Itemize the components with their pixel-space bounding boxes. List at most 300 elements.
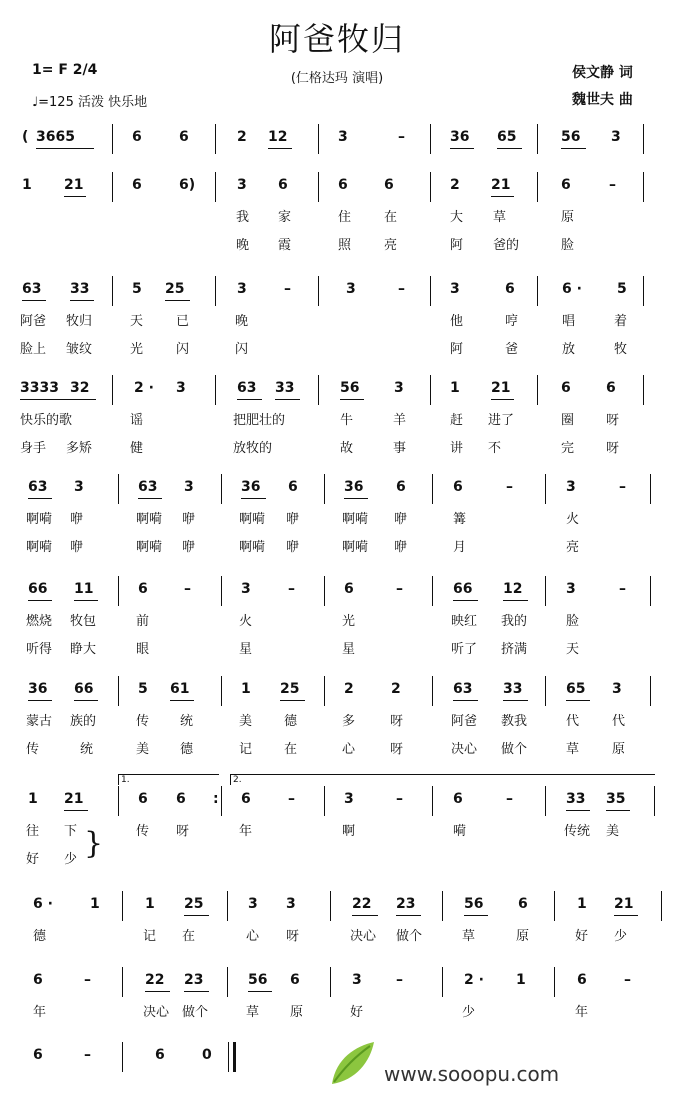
lyric-4-1-1: 咿 bbox=[70, 540, 84, 555]
note-1-8: 2 bbox=[450, 177, 460, 193]
note-2-8: 3 bbox=[450, 281, 460, 297]
lyric-6-1-3: 德 bbox=[180, 742, 194, 757]
note-3-9: 21 bbox=[491, 380, 511, 396]
lyric-6-1-5: 在 bbox=[284, 742, 298, 757]
barline-4-4 bbox=[545, 474, 546, 504]
beam-8-0 bbox=[184, 915, 209, 916]
note-2-3: 25 bbox=[165, 281, 185, 297]
lyric-6-0-2: 传 bbox=[136, 714, 150, 729]
note-7-4: : bbox=[213, 791, 219, 807]
lyric-7-0-1: 下 bbox=[64, 824, 78, 839]
beam-5-2 bbox=[453, 600, 478, 601]
lyric-3-1-0: 身手 bbox=[20, 441, 47, 456]
barline-7-3 bbox=[432, 786, 433, 816]
beam-8-2 bbox=[396, 915, 421, 916]
note-0-8: 36 bbox=[450, 129, 470, 145]
note-9-3: 23 bbox=[184, 972, 204, 988]
note-2-2: 5 bbox=[132, 281, 142, 297]
note-6-4: 1 bbox=[241, 681, 251, 697]
leaf-logo-icon bbox=[326, 1038, 378, 1090]
note-7-2: 6 bbox=[138, 791, 148, 807]
lyric-6-0-5: 德 bbox=[284, 714, 298, 729]
barline-2-1 bbox=[215, 276, 216, 306]
note-5-4: 3 bbox=[241, 581, 251, 597]
lyric-1-1-4: 阿 bbox=[450, 238, 464, 253]
note-3-3: 3 bbox=[176, 380, 186, 396]
lyric-3-0-6: 进了 bbox=[488, 413, 515, 428]
note-7-10: – bbox=[506, 791, 513, 807]
barline-5-5 bbox=[650, 576, 651, 606]
beam-2-2 bbox=[165, 300, 190, 301]
lyric-8-0-8: 原 bbox=[516, 929, 530, 944]
lyric-4-0-9: 火 bbox=[566, 512, 580, 527]
barline-7-0 bbox=[118, 786, 119, 816]
beam-8-3 bbox=[464, 915, 488, 916]
lyric-1-1-0: 晚 bbox=[236, 238, 250, 253]
lyric-2-0-6: 哼 bbox=[505, 314, 519, 329]
note-1-9: 21 bbox=[491, 177, 511, 193]
note-4-10: 3 bbox=[566, 479, 576, 495]
lyric-3-0-7: 圈 bbox=[561, 413, 575, 428]
barline-1-4 bbox=[537, 172, 538, 202]
barline-0-5 bbox=[643, 124, 644, 154]
note-3-6: 56 bbox=[340, 380, 360, 396]
lyric-2-1-5: 阿 bbox=[450, 342, 464, 357]
note-9-7: – bbox=[396, 972, 403, 988]
note-0-7: – bbox=[398, 129, 405, 145]
note-1-6: 6 bbox=[338, 177, 348, 193]
barline-3-3 bbox=[430, 375, 431, 405]
key-signature: 1= F 2/4 bbox=[32, 62, 98, 78]
beam-3-0 bbox=[20, 399, 96, 400]
lyric-4-0-6: 啊嗬 bbox=[342, 512, 369, 527]
beam-2-1 bbox=[70, 300, 94, 301]
beam-9-1 bbox=[184, 991, 209, 992]
tempo-marking: ♩=125 活泼 快乐地 bbox=[32, 95, 148, 110]
barline-8-2 bbox=[330, 891, 331, 921]
lyric-2-1-7: 放 bbox=[562, 342, 576, 357]
beam-7-2 bbox=[606, 810, 630, 811]
note-6-8: 63 bbox=[453, 681, 473, 697]
barline-4-1 bbox=[221, 474, 222, 504]
note-2-11: 5 bbox=[617, 281, 627, 297]
note-4-3: 3 bbox=[184, 479, 194, 495]
barline-1-3 bbox=[430, 172, 431, 202]
lyric-6-1-10: 草 bbox=[566, 742, 580, 757]
note-6-2: 5 bbox=[138, 681, 148, 697]
barline-5-2 bbox=[324, 576, 325, 606]
composer-credit: 魏世夫 曲 bbox=[572, 92, 633, 108]
verse-brace: } bbox=[84, 826, 104, 861]
note-10-0: 6 bbox=[33, 1047, 43, 1063]
song-title: 阿爸牧归 bbox=[268, 20, 405, 58]
lyric-2-1-3: 闪 bbox=[176, 342, 190, 357]
lyric-6-1-7: 呀 bbox=[390, 742, 404, 757]
note-4-11: – bbox=[619, 479, 626, 495]
volta-bracket-1 bbox=[118, 774, 219, 785]
website-url: www.sooopu.com bbox=[384, 1062, 560, 1086]
barline-4-2 bbox=[324, 474, 325, 504]
lyric-5-1-5: 听了 bbox=[451, 642, 478, 657]
lyric-4-0-7: 咿 bbox=[394, 512, 408, 527]
note-0-4: 2 bbox=[237, 129, 247, 145]
lyric-9-0-7: 年 bbox=[575, 1005, 589, 1020]
barline-3-2 bbox=[318, 375, 319, 405]
note-1-4: 3 bbox=[237, 177, 247, 193]
beam-5-1 bbox=[74, 600, 98, 601]
beam-6-2 bbox=[170, 700, 194, 701]
note-9-6: 3 bbox=[352, 972, 362, 988]
lyric-8-0-2: 在 bbox=[182, 929, 196, 944]
note-2-4: 3 bbox=[237, 281, 247, 297]
lyric-9-0-1: 决心 bbox=[143, 1005, 170, 1020]
lyric-3-1-4: 故 bbox=[340, 441, 354, 456]
note-8-9: 6 bbox=[518, 896, 528, 912]
note-4-1: 3 bbox=[74, 479, 84, 495]
note-1-7: 6 bbox=[384, 177, 394, 193]
note-7-8: – bbox=[396, 791, 403, 807]
lyric-9-0-4: 原 bbox=[290, 1005, 304, 1020]
note-8-1: 1 bbox=[90, 896, 100, 912]
lyric-8-0-7: 草 bbox=[462, 929, 476, 944]
barline-0-3 bbox=[430, 124, 431, 154]
note-6-9: 33 bbox=[503, 681, 523, 697]
note-5-10: 3 bbox=[566, 581, 576, 597]
note-5-3: – bbox=[184, 581, 191, 597]
barline-7-1 bbox=[221, 786, 222, 816]
note-1-1: 21 bbox=[64, 177, 84, 193]
barline-8-0 bbox=[122, 891, 123, 921]
lyric-4-0-8: 篝 bbox=[453, 512, 467, 527]
note-4-0: 63 bbox=[28, 479, 48, 495]
beam-6-3 bbox=[280, 700, 305, 701]
barline-5-4 bbox=[545, 576, 546, 606]
note-4-9: – bbox=[506, 479, 513, 495]
note-7-0: 1 bbox=[28, 791, 38, 807]
lyric-5-0-6: 我的 bbox=[501, 614, 528, 629]
note-9-10: 6 bbox=[577, 972, 587, 988]
performer-credit: (仁格达玛 演唱) bbox=[290, 71, 384, 86]
lyric-6-1-11: 原 bbox=[612, 742, 626, 757]
note-7-12: 35 bbox=[606, 791, 626, 807]
note-5-11: – bbox=[619, 581, 626, 597]
note-10-2: 6 bbox=[155, 1047, 165, 1063]
lyric-7-0-2: 传 bbox=[136, 824, 150, 839]
note-1-2: 6 bbox=[132, 177, 142, 193]
barline-1-1 bbox=[215, 172, 216, 202]
lyric-7-0-0: 往 bbox=[26, 824, 40, 839]
note-1-5: 6 bbox=[278, 177, 288, 193]
lyric-9-0-0: 年 bbox=[33, 1005, 47, 1020]
lyric-2-0-0: 阿爸 bbox=[20, 314, 47, 329]
lyric-4-1-2: 啊嗬 bbox=[136, 540, 163, 555]
lyric-9-0-6: 少 bbox=[462, 1005, 476, 1020]
lyric-4-0-0: 啊嗬 bbox=[26, 512, 53, 527]
lyric-6-0-3: 统 bbox=[180, 714, 194, 729]
lyric-2-0-7: 唱 bbox=[562, 314, 576, 329]
note-6-3: 61 bbox=[170, 681, 190, 697]
note-0-10: 56 bbox=[561, 129, 581, 145]
barline-6-3 bbox=[432, 676, 433, 706]
note-3-8: 1 bbox=[450, 380, 460, 396]
lyric-1-1-2: 照 bbox=[338, 238, 352, 253]
note-2-5: – bbox=[284, 281, 291, 297]
beam-0-3 bbox=[497, 148, 522, 149]
lyric-3-1-7: 不 bbox=[488, 441, 502, 456]
beam-6-4 bbox=[453, 700, 478, 701]
barline-9-2 bbox=[330, 967, 331, 997]
barline-1-2 bbox=[318, 172, 319, 202]
note-5-0: 66 bbox=[28, 581, 48, 597]
lyric-6-0-6: 多 bbox=[342, 714, 356, 729]
lyric-5-0-3: 火 bbox=[239, 614, 253, 629]
note-9-8: 2 · bbox=[464, 972, 484, 988]
note-5-5: – bbox=[288, 581, 295, 597]
lyric-8-0-6: 做个 bbox=[396, 929, 423, 944]
lyric-2-1-0: 脸上 bbox=[20, 342, 47, 357]
lyric-5-1-1: 睁大 bbox=[70, 642, 97, 657]
lyric-2-0-3: 已 bbox=[176, 314, 190, 329]
note-6-7: 2 bbox=[391, 681, 401, 697]
lyric-1-0-0: 我 bbox=[236, 210, 250, 225]
volta-label-1: 1. bbox=[121, 775, 130, 785]
beam-5-3 bbox=[503, 600, 528, 601]
barline-1-5 bbox=[643, 172, 644, 202]
barline-5-1 bbox=[221, 576, 222, 606]
note-5-6: 6 bbox=[344, 581, 354, 597]
lyric-6-0-7: 呀 bbox=[390, 714, 404, 729]
lyric-3-0-4: 羊 bbox=[393, 413, 407, 428]
lyric-4-0-5: 咿 bbox=[286, 512, 300, 527]
lyric-2-0-1: 牧归 bbox=[66, 314, 93, 329]
barline-0-1 bbox=[215, 124, 216, 154]
lyric-5-1-3: 星 bbox=[239, 642, 253, 657]
lyric-3-1-1: 多矫 bbox=[66, 441, 93, 456]
note-0-6: 3 bbox=[338, 129, 348, 145]
barline-4-5 bbox=[650, 474, 651, 504]
note-1-3: 6) bbox=[179, 177, 196, 193]
barline-0-2 bbox=[318, 124, 319, 154]
lyric-5-0-7: 脸 bbox=[566, 614, 580, 629]
lyric-3-0-8: 呀 bbox=[606, 413, 620, 428]
lyric-4-1-3: 咿 bbox=[182, 540, 196, 555]
beam-6-6 bbox=[566, 700, 590, 701]
barline-2-2 bbox=[318, 276, 319, 306]
note-4-4: 36 bbox=[241, 479, 261, 495]
note-2-7: – bbox=[398, 281, 405, 297]
lyric-2-0-2: 天 bbox=[130, 314, 144, 329]
barline-3-0 bbox=[112, 375, 113, 405]
lyric-8-0-0: 德 bbox=[33, 929, 47, 944]
note-7-6: – bbox=[288, 791, 295, 807]
volta-bracket-2 bbox=[230, 774, 655, 785]
barline-8-5 bbox=[661, 891, 662, 921]
note-3-2: 2 · bbox=[134, 380, 154, 396]
beam-8-4 bbox=[614, 915, 638, 916]
lyric-4-1-0: 啊嗬 bbox=[26, 540, 53, 555]
note-8-7: 23 bbox=[396, 896, 416, 912]
barline-6-0 bbox=[118, 676, 119, 706]
note-9-11: – bbox=[624, 972, 631, 988]
note-4-5: 6 bbox=[288, 479, 298, 495]
lyric-7-0-6: 嗬 bbox=[453, 824, 467, 839]
lyric-3-1-9: 呀 bbox=[606, 441, 620, 456]
lyric-7-0-7: 传统 bbox=[564, 824, 591, 839]
beam-7-0 bbox=[64, 810, 88, 811]
note-8-8: 56 bbox=[464, 896, 484, 912]
lyric-7-0-8: 美 bbox=[606, 824, 620, 839]
lyric-3-1-3: 放牧的 bbox=[233, 441, 273, 456]
beam-3-2 bbox=[275, 399, 300, 400]
lyric-2-1-2: 光 bbox=[130, 342, 144, 357]
barline-5-0 bbox=[118, 576, 119, 606]
note-1-0: 1 bbox=[22, 177, 32, 193]
note-6-1: 66 bbox=[74, 681, 94, 697]
lyric-5-0-5: 映红 bbox=[451, 614, 478, 629]
beam-3-3 bbox=[340, 399, 364, 400]
note-9-9: 1 bbox=[516, 972, 526, 988]
note-4-2: 63 bbox=[138, 479, 158, 495]
lyric-1-0-4: 大 bbox=[450, 210, 464, 225]
note-9-0: 6 bbox=[33, 972, 43, 988]
note-4-8: 6 bbox=[453, 479, 463, 495]
note-7-3: 6 bbox=[176, 791, 186, 807]
beam-6-0 bbox=[28, 700, 52, 701]
barline-7-4 bbox=[545, 786, 546, 816]
lyric-4-1-9: 亮 bbox=[566, 540, 580, 555]
barline-9-0 bbox=[122, 967, 123, 997]
note-8-4: 3 bbox=[248, 896, 258, 912]
lyric-4-1-5: 咿 bbox=[286, 540, 300, 555]
barline-6-4 bbox=[545, 676, 546, 706]
note-5-2: 6 bbox=[138, 581, 148, 597]
barline-2-4 bbox=[537, 276, 538, 306]
lyric-5-1-2: 眼 bbox=[136, 642, 150, 657]
lyric-3-0-0: 快乐的歌 bbox=[20, 413, 73, 428]
barline-6-2 bbox=[324, 676, 325, 706]
note-1-11: – bbox=[609, 177, 616, 193]
barline-3-5 bbox=[643, 375, 644, 405]
beam-1-0 bbox=[64, 196, 86, 197]
barline-8-1 bbox=[227, 891, 228, 921]
barline-10-0 bbox=[122, 1042, 123, 1072]
note-10-1: – bbox=[84, 1047, 91, 1063]
barline-6-1 bbox=[221, 676, 222, 706]
note-9-4: 56 bbox=[248, 972, 268, 988]
note-7-9: 6 bbox=[453, 791, 463, 807]
lyric-2-1-8: 牧 bbox=[614, 342, 628, 357]
lyric-6-0-11: 代 bbox=[612, 714, 626, 729]
note-6-10: 65 bbox=[566, 681, 586, 697]
note-8-0: 6 · bbox=[33, 896, 53, 912]
lyric-1-1-6: 脸 bbox=[561, 238, 575, 253]
barline-6-5 bbox=[650, 676, 651, 706]
note-2-6: 3 bbox=[346, 281, 356, 297]
lyric-4-0-4: 啊嗬 bbox=[239, 512, 266, 527]
lyric-6-0-10: 代 bbox=[566, 714, 580, 729]
lyric-1-1-3: 亮 bbox=[384, 238, 398, 253]
note-0-2: 6 bbox=[132, 129, 142, 145]
barline-9-3 bbox=[442, 967, 443, 997]
lyric-6-1-8: 决心 bbox=[451, 742, 478, 757]
beam-0-1 bbox=[268, 148, 292, 149]
lyric-2-1-1: 皱纹 bbox=[66, 342, 93, 357]
barline-0-0 bbox=[112, 124, 113, 154]
volta-label-2: 2. bbox=[233, 775, 242, 785]
barline-9-1 bbox=[227, 967, 228, 997]
lyric-4-1-7: 咿 bbox=[394, 540, 408, 555]
barline-0-4 bbox=[537, 124, 538, 154]
note-5-1: 11 bbox=[74, 581, 94, 597]
barline-2-0 bbox=[112, 276, 113, 306]
note-1-10: 6 bbox=[561, 177, 571, 193]
lyric-6-1-4: 记 bbox=[239, 742, 253, 757]
barline-3-1 bbox=[215, 375, 216, 405]
barline-5-3 bbox=[432, 576, 433, 606]
beam-4-0 bbox=[28, 498, 52, 499]
note-3-4: 63 bbox=[237, 380, 257, 396]
lyric-6-0-4: 美 bbox=[239, 714, 253, 729]
note-0-0: ( bbox=[22, 129, 29, 145]
lyric-7-0-3: 呀 bbox=[176, 824, 190, 839]
note-2-1: 33 bbox=[70, 281, 90, 297]
lyric-4-0-1: 咿 bbox=[70, 512, 84, 527]
lyric-2-1-6: 爸 bbox=[505, 342, 519, 357]
note-3-11: 6 bbox=[606, 380, 616, 396]
note-6-0: 36 bbox=[28, 681, 48, 697]
note-7-5: 6 bbox=[241, 791, 251, 807]
note-9-2: 22 bbox=[145, 972, 165, 988]
note-7-7: 3 bbox=[344, 791, 354, 807]
beam-8-1 bbox=[352, 915, 378, 916]
note-2-10: 6 · bbox=[562, 281, 582, 297]
note-6-5: 25 bbox=[280, 681, 300, 697]
lyric-4-0-2: 啊嗬 bbox=[136, 512, 163, 527]
lyric-6-1-2: 美 bbox=[136, 742, 150, 757]
lyric-7-0-5: 啊 bbox=[342, 824, 356, 839]
lyric-7-1-0: 好 bbox=[26, 852, 40, 867]
lyric-3-1-6: 讲 bbox=[450, 441, 464, 456]
barline-2-5 bbox=[643, 276, 644, 306]
lyric-5-0-4: 光 bbox=[342, 614, 356, 629]
beam-4-3 bbox=[344, 498, 368, 499]
lyric-6-0-8: 阿爸 bbox=[451, 714, 478, 729]
note-3-5: 33 bbox=[275, 380, 295, 396]
note-2-0: 63 bbox=[22, 281, 42, 297]
beam-4-1 bbox=[138, 498, 162, 499]
lyric-5-0-2: 前 bbox=[136, 614, 150, 629]
lyric-2-1-4: 闪 bbox=[235, 342, 249, 357]
lyric-5-0-1: 牧包 bbox=[70, 614, 97, 629]
note-8-3: 25 bbox=[184, 896, 204, 912]
lyric-8-0-5: 决心 bbox=[350, 929, 377, 944]
note-5-7: – bbox=[396, 581, 403, 597]
lyric-4-0-3: 咿 bbox=[182, 512, 196, 527]
note-8-5: 3 bbox=[286, 896, 296, 912]
barline-8-4 bbox=[554, 891, 555, 921]
note-10-3: 0 bbox=[202, 1047, 212, 1063]
lyric-8-0-3: 心 bbox=[246, 929, 260, 944]
note-4-6: 36 bbox=[344, 479, 364, 495]
lyric-8-0-9: 好 bbox=[575, 929, 589, 944]
lyric-6-0-9: 教我 bbox=[501, 714, 528, 729]
lyric-6-1-9: 做个 bbox=[501, 742, 528, 757]
lyric-7-0-4: 年 bbox=[239, 824, 253, 839]
note-2-9: 6 bbox=[505, 281, 515, 297]
beam-0-2 bbox=[450, 148, 474, 149]
barline-8-3 bbox=[442, 891, 443, 921]
lyric-8-0-10: 少 bbox=[614, 929, 628, 944]
